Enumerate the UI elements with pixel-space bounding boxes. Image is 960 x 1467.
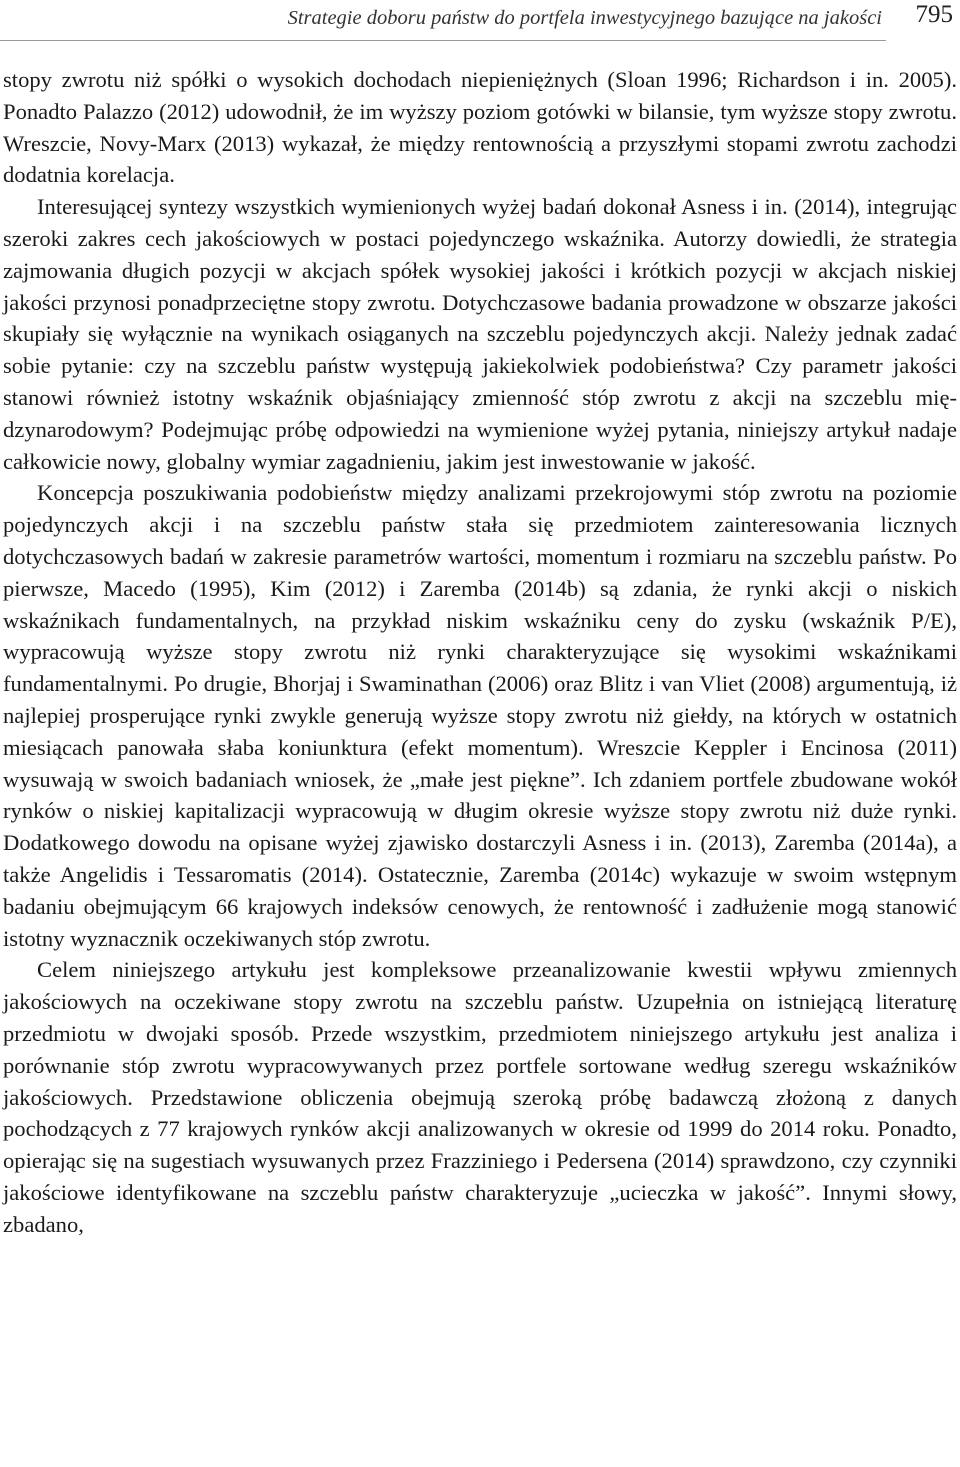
running-title: Strategie doboru państw do portfela inwestycyjnego bazujące na jakości [287,7,882,29]
body-text [3,64,957,1240]
paragraph: Interesującej syntezy wszystkich wymienionych wyżej badań dokonał Asness i in. (2014), integrując szeroki zakres cech jakościowych w postaci pojedynczego wskaźnika. Autorzy dowiedli, że strategia zajmowania długich pozycji w akcjach spółek wysokiej jakości i krótkich pozycji w akcjach niskiej jakości przynosi ponadprzeciętne stopy zwrotu. Dotychczasowe badania prowadzone w obszarze jakości skupiały się wyłącznie na wynikach osiąganych na szczeblu pojedynczych akcji. Należy jednak zadać sobie pytanie: czy na szczeblu państw występują jakiekolwiek podobieństwa? Czy parametr jakości stanowi również istotny wskaźnik objaśniający zmienność stóp zwrotu z akcji na szczeblu międzynarodowym? Podejmując próbę odpowiedzi na wymienione wyżej pytania, niniejszy artykuł nadaje całkowicie nowy, globalny wymiar zagadnieniu, jakim jest inwestowanie w jakość. [3,194,957,474]
paragraph: Celem niniejszego artykułu jest kompleksowe przeanalizowanie kwestii wpływu zmiennych jakościowych na oczekiwane stopy zwrotu na szczeblu państw. Uzupełnia on istniejącą literaturę przedmiotu w dwojaki sposób. Przede wszystkim, przedmiotem niniejszego artykułu jest analiza i porównanie stóp zwrotu wypracowywanych przez portfele sortowane według szeregu wskaźników jakościowych. Przedstawione obliczenia obejmują szeroką próbę badawczą złożoną z danych pochodzących z 77 krajowych rynków akcji analizowanych w okresie od 1999 do 2014 roku. Ponadto, opierając się na sugestiach wysuwanych przez Frazziniego i Pedersena (2014) sprawdzono, czy czynniki jakościowe identyfikowane na szczeblu państw charakteryzuje „ucieczka w jakość”. Innymi słowy, zbadano, [3,957,957,1237]
paragraph-continued: stopy zwrotu niż spółki o wysokich dochodach niepieniężnych (Sloan 1996; Richardson i in. 2005). Ponadto Palazzo (2012) udowodnił, że im wyższy poziom gotówki w bilansie, tym wyższe stopy zwrotu. Wreszcie, Novy-Marx (2013) wykazał, że między rentownością a przyszłymi stopami zwrotu zachodzi dodatnia korelacja. [3,67,957,188]
page-number: 795 [915,1,953,28]
running-header [0,0,960,44]
paragraph: Koncepcja poszukiwania podobieństw między analizami przekrojowymi stóp zwrotu na poziomie pojedynczych akcji i na szczeblu państw stała się przedmiotem zainteresowania licznych dotychczasowych badań w zakresie parametrów wartości, momentum i rozmiaru na szczeblu państw. Po pierwsze, Macedo (1995), Kim (2012) i Zaremba (2014b) są zdania, że rynki akcji o niskich wskaźnikach fundamentalnych, na przykład niskim wskaźniku ceny do zysku (wskaźnik P/E), wypracowują wyższe stopy zwrotu niż rynki charakteryzujące się wysokimi wskaźnikami fundamentalnymi. Po drugie, Bhorjaj i Swaminathan (2006) oraz Blitz i van Vliet (2008) argumentują, iż najlepiej prosperujące rynki zwykle generują wyższe stopy zwrotu niż giełdy, na których w ostatnich miesiącach panowała słaba koniunktura (efekt momentum). Wreszcie Keppler i Encinosa (2011) wysuwają w swoich badaniach wniosek, że „małe jest piękne”. Ich zdaniem portfele zbudowane wokół rynków o niskiej kapitalizacji wypracowują w długim okresie wyższe stopy zwrotu niż duże rynki. Dodatkowego dowodu na opisane wyżej zjawisko dostarczyli Asness i in. (2013), Zaremba (2014a), a także Angelidis i Tessaromatis (2014). Ostatecznie, Zaremba (2014c) wykazuje w swoim wstępnym badaniu obejmującym 66 krajowych indeksów cenowych, że rentowność i zadłużenie mogą stanowić istotny wyznacznik oczekiwanych stóp zwrotu. [3,480,957,951]
header-rule [0,40,886,41]
